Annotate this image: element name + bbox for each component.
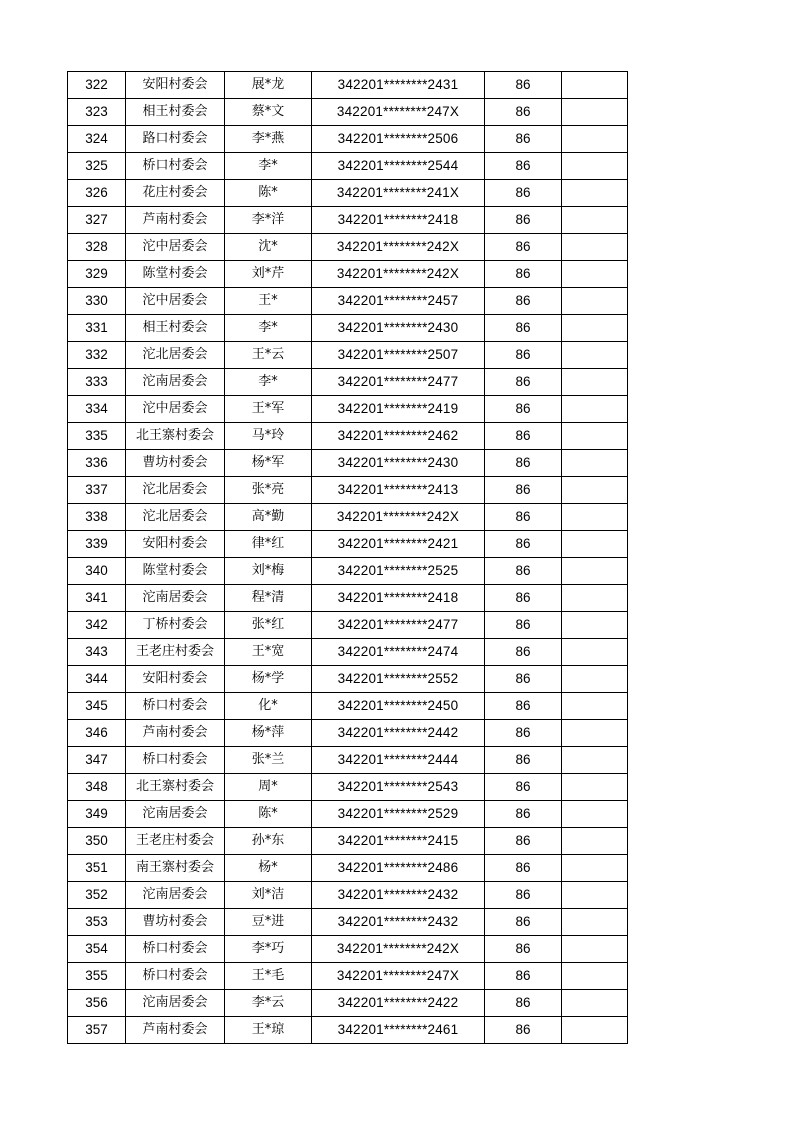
unit-cell: 桥口村委会 xyxy=(126,747,225,774)
remark-cell xyxy=(562,288,628,315)
table-row xyxy=(68,261,628,288)
remark-cell xyxy=(562,909,628,936)
row-number: 331 xyxy=(68,315,126,342)
score-cell: 86 xyxy=(485,423,562,450)
remark-cell xyxy=(562,369,628,396)
score-cell: 86 xyxy=(485,450,562,477)
row-number: 350 xyxy=(68,828,126,855)
unit-cell: 桥口村委会 xyxy=(126,153,225,180)
name-cell: 孙*东 xyxy=(225,828,312,855)
table-row xyxy=(68,990,628,1017)
name-cell: 李*洋 xyxy=(225,207,312,234)
unit-cell: 芦南村委会 xyxy=(126,720,225,747)
score-cell: 86 xyxy=(485,693,562,720)
unit-cell: 安阳村委会 xyxy=(126,72,225,99)
table-row xyxy=(68,234,628,261)
remark-cell xyxy=(562,828,628,855)
row-number: 342 xyxy=(68,612,126,639)
id-number-cell: 342201********2444 xyxy=(312,747,485,774)
row-number: 352 xyxy=(68,882,126,909)
table-row xyxy=(68,315,628,342)
roster-table-body xyxy=(68,72,628,1044)
table-row xyxy=(68,666,628,693)
id-number-cell: 342201********2450 xyxy=(312,693,485,720)
name-cell: 程*清 xyxy=(225,585,312,612)
remark-cell xyxy=(562,990,628,1017)
unit-cell: 相王村委会 xyxy=(126,315,225,342)
table-row xyxy=(68,612,628,639)
score-cell: 86 xyxy=(485,828,562,855)
table-row xyxy=(68,909,628,936)
id-number-cell: 342201********2529 xyxy=(312,801,485,828)
remark-cell xyxy=(562,936,628,963)
score-cell: 86 xyxy=(485,558,562,585)
unit-cell: 北王寨村委会 xyxy=(126,423,225,450)
id-number-cell: 342201********2457 xyxy=(312,288,485,315)
row-number: 354 xyxy=(68,936,126,963)
row-number: 322 xyxy=(68,72,126,99)
score-cell: 86 xyxy=(485,585,562,612)
unit-cell: 路口村委会 xyxy=(126,126,225,153)
table-row xyxy=(68,99,628,126)
table-row xyxy=(68,828,628,855)
name-cell: 马*玲 xyxy=(225,423,312,450)
table-row xyxy=(68,504,628,531)
name-cell: 展*龙 xyxy=(225,72,312,99)
table-row xyxy=(68,936,628,963)
unit-cell: 桥口村委会 xyxy=(126,693,225,720)
name-cell: 律*红 xyxy=(225,531,312,558)
id-number-cell: 342201********2431 xyxy=(312,72,485,99)
id-number-cell: 342201********2421 xyxy=(312,531,485,558)
id-number-cell: 342201********2422 xyxy=(312,990,485,1017)
table-row xyxy=(68,72,628,99)
id-number-cell: 342201********2507 xyxy=(312,342,485,369)
score-cell: 86 xyxy=(485,342,562,369)
remark-cell xyxy=(562,342,628,369)
table-row xyxy=(68,1017,628,1044)
score-cell: 86 xyxy=(485,909,562,936)
table-row xyxy=(68,855,628,882)
score-cell: 86 xyxy=(485,612,562,639)
unit-cell: 安阳村委会 xyxy=(126,531,225,558)
unit-cell: 沱中居委会 xyxy=(126,234,225,261)
score-cell: 86 xyxy=(485,747,562,774)
id-number-cell: 342201********2418 xyxy=(312,585,485,612)
id-number-cell: 342201********2506 xyxy=(312,126,485,153)
id-number-cell: 342201********2419 xyxy=(312,396,485,423)
score-cell: 86 xyxy=(485,234,562,261)
table-row xyxy=(68,531,628,558)
row-number: 324 xyxy=(68,126,126,153)
name-cell: 高*勤 xyxy=(225,504,312,531)
name-cell: 王*军 xyxy=(225,396,312,423)
unit-cell: 沱北居委会 xyxy=(126,504,225,531)
unit-cell: 北王寨村委会 xyxy=(126,774,225,801)
table-row xyxy=(68,369,628,396)
remark-cell xyxy=(562,855,628,882)
remark-cell xyxy=(562,450,628,477)
id-number-cell: 342201********2486 xyxy=(312,855,485,882)
id-number-cell: 342201********2430 xyxy=(312,450,485,477)
table-row xyxy=(68,342,628,369)
table-row xyxy=(68,639,628,666)
table-row xyxy=(68,126,628,153)
row-number: 341 xyxy=(68,585,126,612)
id-number-cell: 342201********2477 xyxy=(312,369,485,396)
row-number: 336 xyxy=(68,450,126,477)
id-number-cell: 342201********2525 xyxy=(312,558,485,585)
remark-cell xyxy=(562,153,628,180)
unit-cell: 花庄村委会 xyxy=(126,180,225,207)
remark-cell xyxy=(562,72,628,99)
name-cell: 沈* xyxy=(225,234,312,261)
score-cell: 86 xyxy=(485,315,562,342)
id-number-cell: 342201********242X xyxy=(312,504,485,531)
remark-cell xyxy=(562,504,628,531)
remark-cell xyxy=(562,531,628,558)
id-number-cell: 342201********2477 xyxy=(312,612,485,639)
name-cell: 王*毛 xyxy=(225,963,312,990)
score-cell: 86 xyxy=(485,639,562,666)
row-number: 356 xyxy=(68,990,126,1017)
row-number: 329 xyxy=(68,261,126,288)
id-number-cell: 342201********2544 xyxy=(312,153,485,180)
name-cell: 刘*洁 xyxy=(225,882,312,909)
row-number: 337 xyxy=(68,477,126,504)
remark-cell xyxy=(562,801,628,828)
score-cell: 86 xyxy=(485,72,562,99)
id-number-cell: 342201********2415 xyxy=(312,828,485,855)
score-cell: 86 xyxy=(485,882,562,909)
remark-cell xyxy=(562,963,628,990)
name-cell: 刘*梅 xyxy=(225,558,312,585)
remark-cell xyxy=(562,396,628,423)
remark-cell xyxy=(562,234,628,261)
name-cell: 张*亮 xyxy=(225,477,312,504)
unit-cell: 沱南居委会 xyxy=(126,882,225,909)
score-cell: 86 xyxy=(485,126,562,153)
table-row xyxy=(68,720,628,747)
name-cell: 李* xyxy=(225,153,312,180)
unit-cell: 沱北居委会 xyxy=(126,477,225,504)
unit-cell: 曹坊村委会 xyxy=(126,909,225,936)
unit-cell: 沱中居委会 xyxy=(126,288,225,315)
name-cell: 张*红 xyxy=(225,612,312,639)
remark-cell xyxy=(562,99,628,126)
table-row xyxy=(68,801,628,828)
row-number: 327 xyxy=(68,207,126,234)
unit-cell: 安阳村委会 xyxy=(126,666,225,693)
score-cell: 86 xyxy=(485,963,562,990)
table-row xyxy=(68,747,628,774)
score-cell: 86 xyxy=(485,936,562,963)
table-row xyxy=(68,396,628,423)
table-row xyxy=(68,450,628,477)
id-number-cell: 342201********2552 xyxy=(312,666,485,693)
score-cell: 86 xyxy=(485,261,562,288)
unit-cell: 丁桥村委会 xyxy=(126,612,225,639)
unit-cell: 沱南居委会 xyxy=(126,369,225,396)
remark-cell xyxy=(562,720,628,747)
row-number: 348 xyxy=(68,774,126,801)
score-cell: 86 xyxy=(485,774,562,801)
score-cell: 86 xyxy=(485,666,562,693)
unit-cell: 沱中居委会 xyxy=(126,396,225,423)
id-number-cell: 342201********242X xyxy=(312,936,485,963)
id-number-cell: 342201********241X xyxy=(312,180,485,207)
row-number: 357 xyxy=(68,1017,126,1044)
row-number: 346 xyxy=(68,720,126,747)
remark-cell xyxy=(562,882,628,909)
score-cell: 86 xyxy=(485,396,562,423)
score-cell: 86 xyxy=(485,99,562,126)
unit-cell: 芦南村委会 xyxy=(126,1017,225,1044)
unit-cell: 沱南居委会 xyxy=(126,585,225,612)
name-cell: 李* xyxy=(225,369,312,396)
id-number-cell: 342201********2461 xyxy=(312,1017,485,1044)
remark-cell xyxy=(562,126,628,153)
unit-cell: 芦南村委会 xyxy=(126,207,225,234)
id-number-cell: 342201********2430 xyxy=(312,315,485,342)
row-number: 347 xyxy=(68,747,126,774)
name-cell: 李*燕 xyxy=(225,126,312,153)
remark-cell xyxy=(562,207,628,234)
row-number: 349 xyxy=(68,801,126,828)
name-cell: 陈* xyxy=(225,180,312,207)
name-cell: 杨* xyxy=(225,855,312,882)
name-cell: 杨*萍 xyxy=(225,720,312,747)
unit-cell: 曹坊村委会 xyxy=(126,450,225,477)
remark-cell xyxy=(562,666,628,693)
row-number: 328 xyxy=(68,234,126,261)
id-number-cell: 342201********2413 xyxy=(312,477,485,504)
remark-cell xyxy=(562,423,628,450)
unit-cell: 陈堂村委会 xyxy=(126,558,225,585)
row-number: 340 xyxy=(68,558,126,585)
row-number: 338 xyxy=(68,504,126,531)
name-cell: 李* xyxy=(225,315,312,342)
score-cell: 86 xyxy=(485,207,562,234)
score-cell: 86 xyxy=(485,855,562,882)
row-number: 332 xyxy=(68,342,126,369)
score-cell: 86 xyxy=(485,153,562,180)
unit-cell: 沱北居委会 xyxy=(126,342,225,369)
score-cell: 86 xyxy=(485,990,562,1017)
score-cell: 86 xyxy=(485,504,562,531)
row-number: 330 xyxy=(68,288,126,315)
remark-cell xyxy=(562,1017,628,1044)
name-cell: 王*琼 xyxy=(225,1017,312,1044)
score-cell: 86 xyxy=(485,288,562,315)
remark-cell xyxy=(562,747,628,774)
row-number: 344 xyxy=(68,666,126,693)
name-cell: 周* xyxy=(225,774,312,801)
row-number: 325 xyxy=(68,153,126,180)
id-number-cell: 342201********2432 xyxy=(312,909,485,936)
score-cell: 86 xyxy=(485,801,562,828)
table-row xyxy=(68,207,628,234)
unit-cell: 沱南居委会 xyxy=(126,990,225,1017)
unit-cell: 相王村委会 xyxy=(126,99,225,126)
table-row xyxy=(68,153,628,180)
row-number: 343 xyxy=(68,639,126,666)
row-number: 353 xyxy=(68,909,126,936)
unit-cell: 南王寨村委会 xyxy=(126,855,225,882)
row-number: 339 xyxy=(68,531,126,558)
id-number-cell: 342201********2418 xyxy=(312,207,485,234)
table-row xyxy=(68,558,628,585)
name-cell: 王*云 xyxy=(225,342,312,369)
id-number-cell: 342201********242X xyxy=(312,261,485,288)
name-cell: 杨*学 xyxy=(225,666,312,693)
score-cell: 86 xyxy=(485,531,562,558)
id-number-cell: 342201********2474 xyxy=(312,639,485,666)
table-row xyxy=(68,423,628,450)
unit-cell: 沱南居委会 xyxy=(126,801,225,828)
table-row xyxy=(68,963,628,990)
unit-cell: 桥口村委会 xyxy=(126,936,225,963)
remark-cell xyxy=(562,612,628,639)
remark-cell xyxy=(562,693,628,720)
remark-cell xyxy=(562,585,628,612)
row-number: 326 xyxy=(68,180,126,207)
name-cell: 李*云 xyxy=(225,990,312,1017)
row-number: 345 xyxy=(68,693,126,720)
row-number: 351 xyxy=(68,855,126,882)
remark-cell xyxy=(562,315,628,342)
name-cell: 蔡*文 xyxy=(225,99,312,126)
row-number: 335 xyxy=(68,423,126,450)
remark-cell xyxy=(562,477,628,504)
score-cell: 86 xyxy=(485,720,562,747)
id-number-cell: 342201********247X xyxy=(312,963,485,990)
table-row xyxy=(68,882,628,909)
unit-cell: 陈堂村委会 xyxy=(126,261,225,288)
name-cell: 刘*芹 xyxy=(225,261,312,288)
row-number: 355 xyxy=(68,963,126,990)
remark-cell xyxy=(562,261,628,288)
id-number-cell: 342201********2462 xyxy=(312,423,485,450)
name-cell: 李*巧 xyxy=(225,936,312,963)
unit-cell: 王老庄村委会 xyxy=(126,828,225,855)
id-number-cell: 342201********2543 xyxy=(312,774,485,801)
unit-cell: 桥口村委会 xyxy=(126,963,225,990)
id-number-cell: 342201********2432 xyxy=(312,882,485,909)
name-cell: 陈* xyxy=(225,801,312,828)
score-cell: 86 xyxy=(485,477,562,504)
row-number: 334 xyxy=(68,396,126,423)
name-cell: 化* xyxy=(225,693,312,720)
name-cell: 张*兰 xyxy=(225,747,312,774)
table-row xyxy=(68,180,628,207)
remark-cell xyxy=(562,639,628,666)
name-cell: 杨*军 xyxy=(225,450,312,477)
id-number-cell: 342201********247X xyxy=(312,99,485,126)
score-cell: 86 xyxy=(485,180,562,207)
id-number-cell: 342201********2442 xyxy=(312,720,485,747)
id-number-cell: 342201********242X xyxy=(312,234,485,261)
remark-cell xyxy=(562,558,628,585)
name-cell: 豆*进 xyxy=(225,909,312,936)
name-cell: 王*宽 xyxy=(225,639,312,666)
remark-cell xyxy=(562,180,628,207)
unit-cell: 王老庄村委会 xyxy=(126,639,225,666)
remark-cell xyxy=(562,774,628,801)
roster-table xyxy=(67,71,628,1044)
row-number: 333 xyxy=(68,369,126,396)
table-row xyxy=(68,774,628,801)
table-row xyxy=(68,288,628,315)
table-row xyxy=(68,477,628,504)
score-cell: 86 xyxy=(485,369,562,396)
table-row xyxy=(68,693,628,720)
score-cell: 86 xyxy=(485,1017,562,1044)
name-cell: 王* xyxy=(225,288,312,315)
table-row xyxy=(68,585,628,612)
row-number: 323 xyxy=(68,99,126,126)
